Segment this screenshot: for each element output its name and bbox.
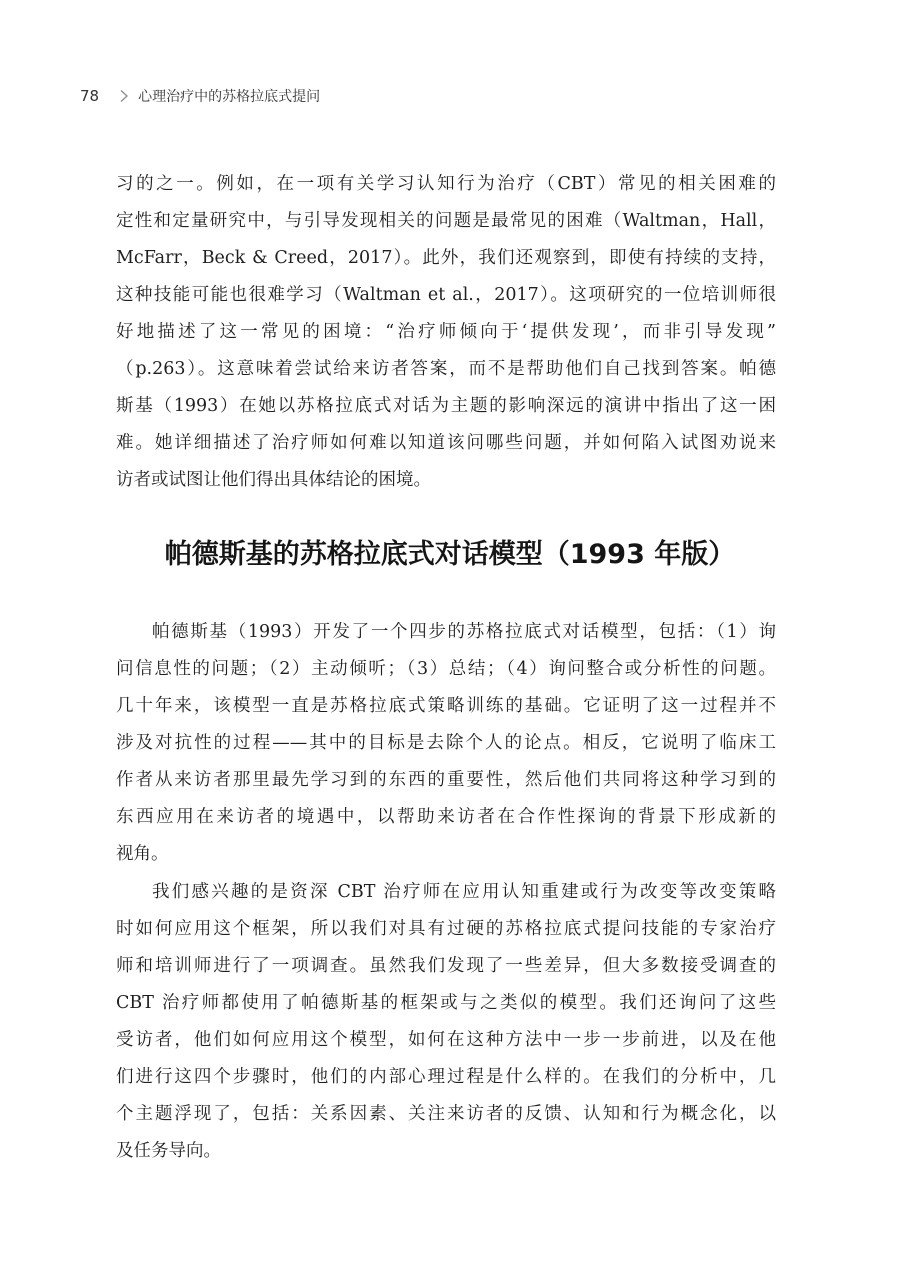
paragraph-1 [116, 166, 776, 499]
paragraph-line: 斯基（1993）在她以苏格拉底式对话为主题的影响深远的演讲中指出了这一困 [116, 396, 776, 416]
section-heading: 帕德斯基的苏格拉底式对话模型（1993 年版） [164, 539, 736, 570]
paragraph-line: 我们感兴趣的是资深 CBT 治疗师在应用认知重建或行为改变等改变策略 [152, 882, 776, 902]
paragraph-line: 问信息性的问题；（2）主动倾听；（3）总结；（4）询问整合或分析性的问题。 [116, 659, 776, 679]
paragraph-2 [116, 614, 776, 873]
paragraph-line: 们进行这四个步骤时，他们的内部心理过程是什么样的。在我们的分析中，几 [116, 1067, 776, 1087]
chevron-right-icon [119, 89, 129, 103]
paragraph-line: 个主题浮现了，包括：关系因素、关注来访者的反馈、认知和行为概念化，以 [116, 1104, 776, 1124]
paragraph-line: 时如何应用这个框架，所以我们对具有过硬的苏格拉底式提问技能的专家治疗 [116, 919, 776, 939]
paragraph-line: 定性和定量研究中，与引导发现相关的问题是最常见的困难（Waltman，Hall， [116, 211, 776, 231]
paragraph-line: 好地描述了这一常见的困境：“治疗师倾向于‘提供发现’，而非引导发现” [116, 322, 776, 342]
paragraph-line: 这种技能可能也很难学习（Waltman et al.，2017）。这项研究的一位培训师很 [116, 285, 776, 305]
paragraph-line: CBT 治疗师都使用了帕德斯基的框架或与之类似的模型。我们还询问了这些 [116, 993, 776, 1013]
paragraph-line: 习的之一。例如，在一项有关学习认知行为治疗（CBT）常见的相关困难的 [116, 174, 776, 194]
paragraph-line: （p.263）。这意味着尝试给来访者答案，而不是帮助他们自己找到答案。帕德 [116, 359, 776, 379]
paragraph-line: 几十年来，该模型一直是苏格拉底式策略训练的基础。它证明了这一过程并不 [116, 696, 776, 716]
paragraph-3 [116, 874, 776, 1170]
paragraph-line: 东西应用在来访者的境遇中，以帮助来访者在合作性探询的背景下形成新的 [116, 807, 776, 827]
paragraph-line: McFarr，Beck & Creed，2017）。此外，我们还观察到，即使有持续的支持， [116, 248, 776, 268]
paragraph-line: 难。她详细描述了治疗师如何难以知道该问哪些问题，并如何陷入试图劝说来 [116, 433, 776, 453]
paragraph-line: 受访者，他们如何应用这个模型，如何在这种方法中一步一步前进，以及在他 [116, 1030, 776, 1050]
paragraph-line: 涉及对抗性的过程——其中的目标是去除个人的论点。相反，它说明了临床工 [116, 733, 776, 753]
page-header [80, 84, 320, 108]
paragraph-line: 作者从来访者那里最先学习到的东西的重要性，然后他们共同将这种学习到的 [116, 770, 776, 790]
running-title: 心理治疗中的苏格拉底式提问 [138, 89, 321, 105]
page-number: 78 [80, 87, 100, 105]
paragraph-line: 视角。 [116, 844, 169, 864]
paragraph-line: 及任务导向。 [116, 1141, 221, 1161]
paragraph-line: 帕德斯基（1993）开发了一个四步的苏格拉底式对话模型，包括：（1）询 [152, 622, 776, 642]
paragraph-line: 访者或试图让他们得出具体结论的困境。 [116, 470, 431, 490]
paragraph-line: 师和培训师进行了一项调查。虽然我们发现了一些差异，但大多数接受调查的 [116, 956, 776, 976]
